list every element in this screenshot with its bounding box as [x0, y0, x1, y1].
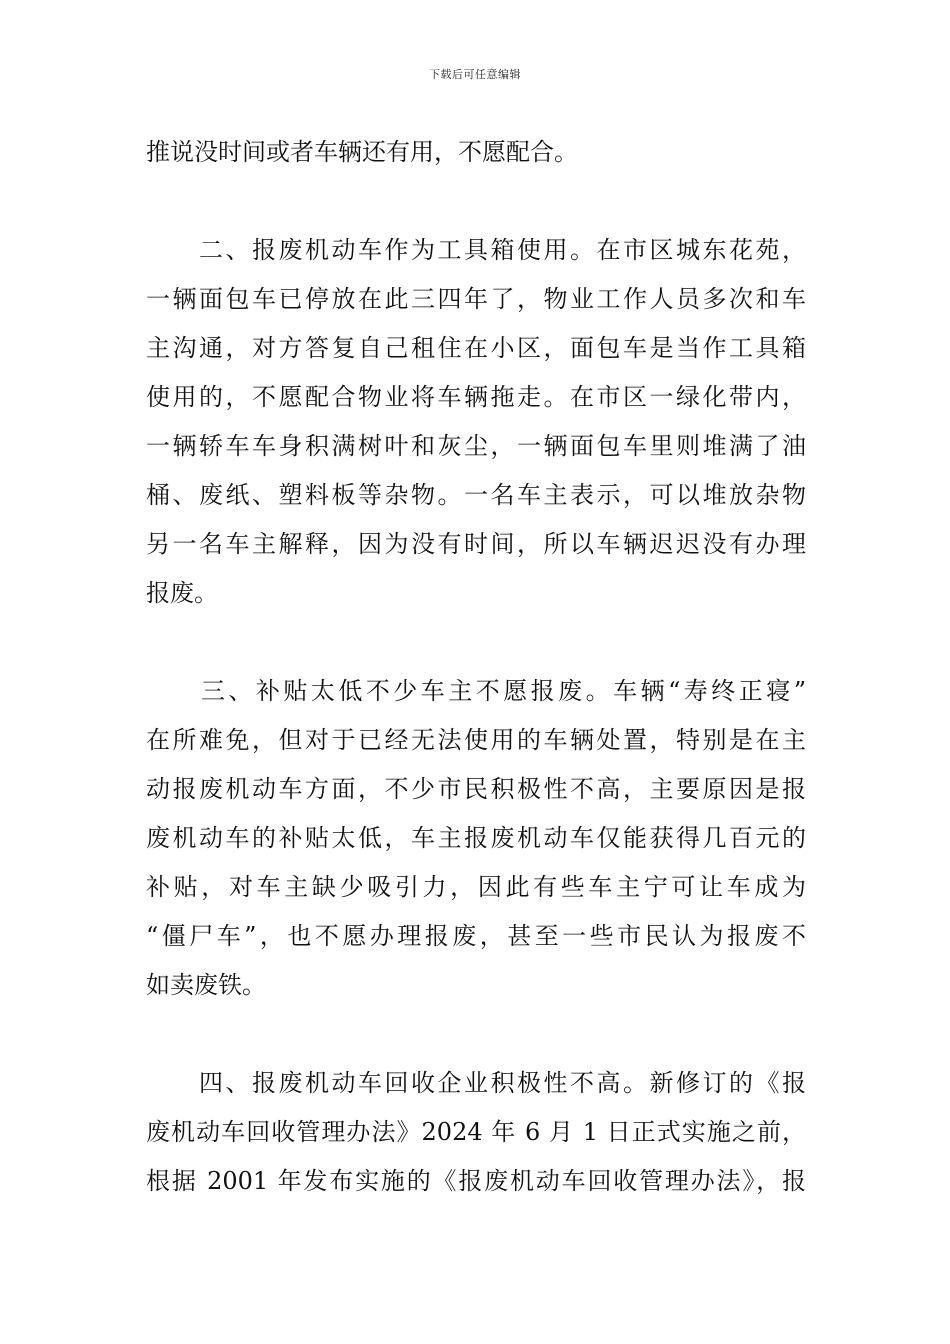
text-line: 补贴，对车主缺少吸引力，因此有些车主宁可让车成为: [146, 873, 806, 901]
text-line: “僵尸车”，也不愿办理报废，甚至一些市民认为报废不: [146, 922, 806, 950]
paragraph-gap: [146, 1010, 806, 1059]
text-line: 废机动车的补贴太低，车主报废机动车仅能获得几百元的: [146, 824, 806, 852]
header-note: 下载后可任意编辑: [429, 68, 521, 81]
text-line: 桶、废纸、塑料板等杂物。一名车主表示，可以堆放杂物: [146, 481, 806, 509]
text-line: 二、报废机动车作为工具箱使用。在市区城东花苑，: [146, 236, 806, 264]
text-line: 一辆面包车已停放在此三四年了，物业工作人员多次和车: [146, 285, 806, 313]
text-line: 使用的，不愿配合物业将车辆拖走。在市区一绿化带内，: [146, 383, 806, 411]
body-text: [146, 128, 806, 1206]
text-line: 根据 2001 年发布实施的《报废机动车回收管理办法》，报: [146, 1167, 806, 1195]
text-line: 报废。: [146, 579, 218, 607]
paragraph-gap: [146, 177, 806, 226]
text-line: 在所难免，但对于已经无法使用的车辆处置，特别是在主: [146, 726, 806, 754]
text-line: 如卖废铁。: [146, 971, 266, 999]
text-line: 三、补贴太低不少车主不愿报废。车辆“寿终正寝”: [146, 677, 806, 705]
text-line: 一辆轿车车身积满树叶和灰尘，一辆面包车里则堆满了油: [146, 432, 806, 460]
text-line: 另一名车主解释，因为没有时间，所以车辆迟迟没有办理: [146, 530, 806, 558]
text-line: 四、报废机动车回收企业积极性不高。新修订的《报: [146, 1069, 806, 1097]
text-line: 推说没时间或者车辆还有用，不愿配合。: [146, 138, 578, 166]
text-line: 废机动车回收管理办法》2024 年 6 月 1 日正式实施之前，: [146, 1118, 806, 1146]
text-line: 主沟通，对方答复自己租住在小区，面包车是当作工具箱: [146, 334, 806, 362]
paragraph-gap: [146, 618, 806, 667]
text-line: 动报废机动车方面，不少市民积极性不高，主要原因是报: [146, 775, 806, 803]
